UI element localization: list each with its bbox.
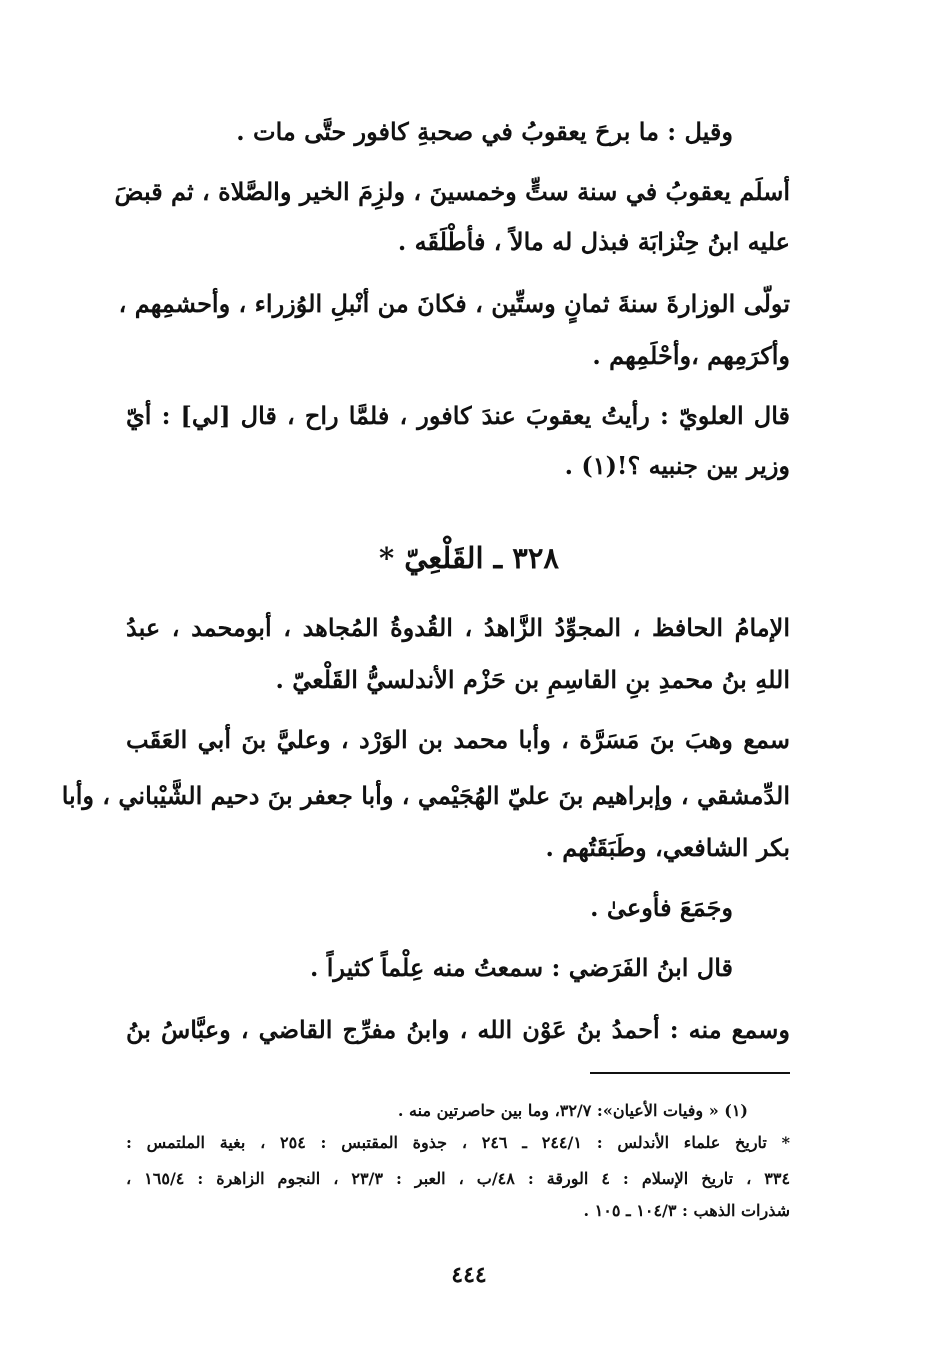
text-line: اللهِ بنُ محمدِ بنِ القاسِمِ بن حَزْم الأندلسيُّ القَلْعيّ . [275,665,790,694]
text-line: وقيل : ما برحَ يعقوبُ في صحبةِ كافور حتَّى مات . [236,117,733,146]
footnote-separator [590,1072,790,1074]
text-line: قال العلويّ : رأيتُ يعقوبَ عندَ كافور ، فلمَّا راح ، قال [لي] : أيّ [126,401,790,430]
text-line: سمع وهبَ بنَ مَسَرَّة ، وأبا محمد بن الوَرْد ، وعليَّ بنَ أبي العَقَب [126,725,790,754]
footnote-line: شذرات الذهب : ١٠٤/٣ ـ ١٠٥ . [583,1201,790,1220]
text-line: الإمامُ الحافظ ، المجوِّدُ الزَّاهدُ ، القُدوةُ المُجاهد ، أبومحمد ، عبدُ [126,613,790,642]
footnote-line: (١) « وفيات الأعيان»: ٣٢/٧، وما بين حاصرتين منه . [397,1101,748,1120]
text-line: بكر الشافعي، وطَبَقَتُهم . [545,833,790,862]
text-line: وأكرَمِهم ،وأحْلَمِهم . [592,341,790,370]
text-line: وزير بين جنبيه ؟!(١) . [564,451,790,480]
text-line: الدِّمشقي ، وإبراهيم بنَ عليّ الهُجَيْمي ، وأبا جعفر بنَ دحيم الشَّيْباني ، وأبا [61,781,790,810]
text-line: قال ابنُ الفَرَضي : سمعتُ منه عِلْماً كثيراً . [309,953,733,982]
footnote-line: ٣٣٤ ، تاريخ الإسلام : ٤ الورقة : ٤٨/ب ، العبر : ٢٣/٣ ، النجوم الزاهرة : ١٦٥/٤ ، [126,1169,791,1188]
text-line: وسمع منه : أحمدُ بنُ عَوْن الله ، وابنُ مفرِّج القاضي ، وعبَّاسُ بنُ [126,1015,790,1044]
text-line: عليه ابنُ حِنْزابَة فبذل له مالاً ، فأطْلَقَه . [397,227,790,256]
text-line: وجَمَعَ فأوعىٰ . [590,893,733,922]
text-line: تولّى الوزارةَ سنةَ ثمانٍ وستِّين ، فكانَ من أنْبلِ الوُزراء ، وأحشمِهم ، [118,289,790,318]
footnote-line: * تاريخ علماء الأندلس : ٢٤٤/١ ـ ٢٤٦ ، جذوة المقتبس : ٢٥٤ ، بغية الملتمس : [126,1133,790,1152]
text-line: أسلَم يعقوبُ في سنة ستٍّ وخمسينَ ، ولزِمَ الخير والصَّلاة ، ثم قبضَ [114,177,790,206]
page-number: ٤٤٤ [451,1262,487,1288]
section-heading: ٣٢٨ ـ القَلْعِيّ * [378,541,559,575]
